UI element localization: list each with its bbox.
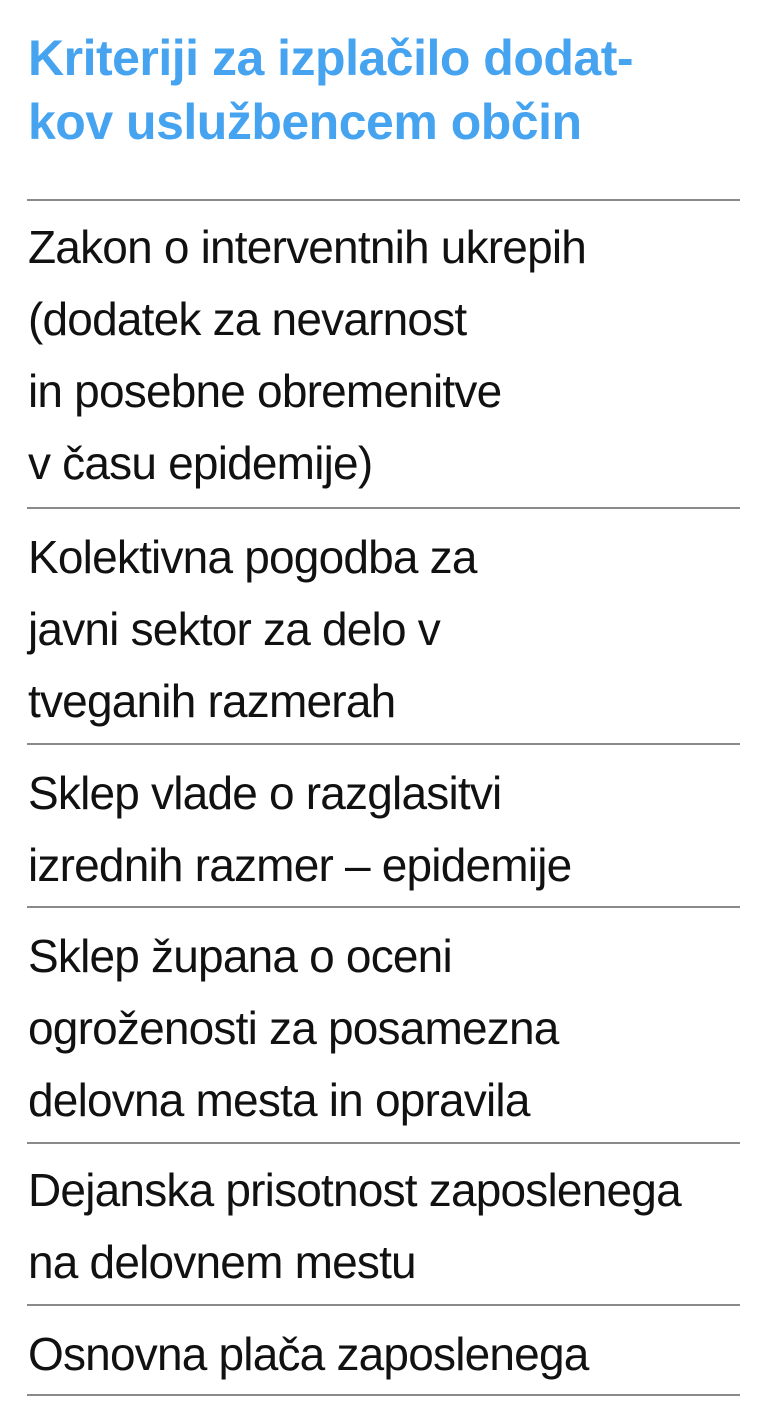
criterion-line: Osnovna plača zaposlenega xyxy=(28,1328,589,1380)
criterion-item-mayor-decision xyxy=(28,920,748,1136)
criterion-line: Sklep župana o oceni xyxy=(28,930,452,982)
criterion-item-government-decision xyxy=(28,757,748,901)
criterion-line: tveganih razmerah xyxy=(28,675,396,727)
criterion-line: ogroženosti za posamezna xyxy=(28,1002,559,1054)
divider xyxy=(27,507,740,509)
criterion-line: in posebne obremenitve xyxy=(28,365,502,417)
criterion-line: Dejanska prisotnost zaposlenega xyxy=(28,1164,681,1216)
criterion-item-collective-agreement xyxy=(28,521,748,737)
criterion-item-base-salary xyxy=(28,1318,748,1390)
criterion-line: javni sektor za delo v xyxy=(28,603,440,655)
criterion-line: izrednih razmer – epidemije xyxy=(28,839,572,891)
divider-bottom xyxy=(27,1394,740,1396)
criterion-line: Zakon o interventnih ukrepih xyxy=(28,221,587,273)
box-title-line: Kriteriji za izplačilo dodat- xyxy=(28,30,634,86)
criterion-line: v času epidemije) xyxy=(28,437,373,489)
criterion-line: na delovnem mestu xyxy=(28,1236,416,1288)
criterion-line: delovna mesta in opravila xyxy=(28,1074,530,1126)
divider xyxy=(27,1142,740,1144)
criterion-line: Sklep vlade o razglasitvi xyxy=(28,767,502,819)
divider-top xyxy=(27,199,740,201)
box-title xyxy=(28,26,748,154)
divider xyxy=(27,906,740,908)
criterion-item-intervention-law xyxy=(28,211,748,499)
criterion-line: (dodatek za nevarnost xyxy=(28,293,467,345)
divider xyxy=(27,743,740,745)
criterion-line: Kolektivna pogodba za xyxy=(28,531,477,583)
criterion-item-actual-presence xyxy=(28,1154,748,1298)
box-title-line: kov uslužbencem občin xyxy=(28,94,582,150)
divider xyxy=(27,1304,740,1306)
